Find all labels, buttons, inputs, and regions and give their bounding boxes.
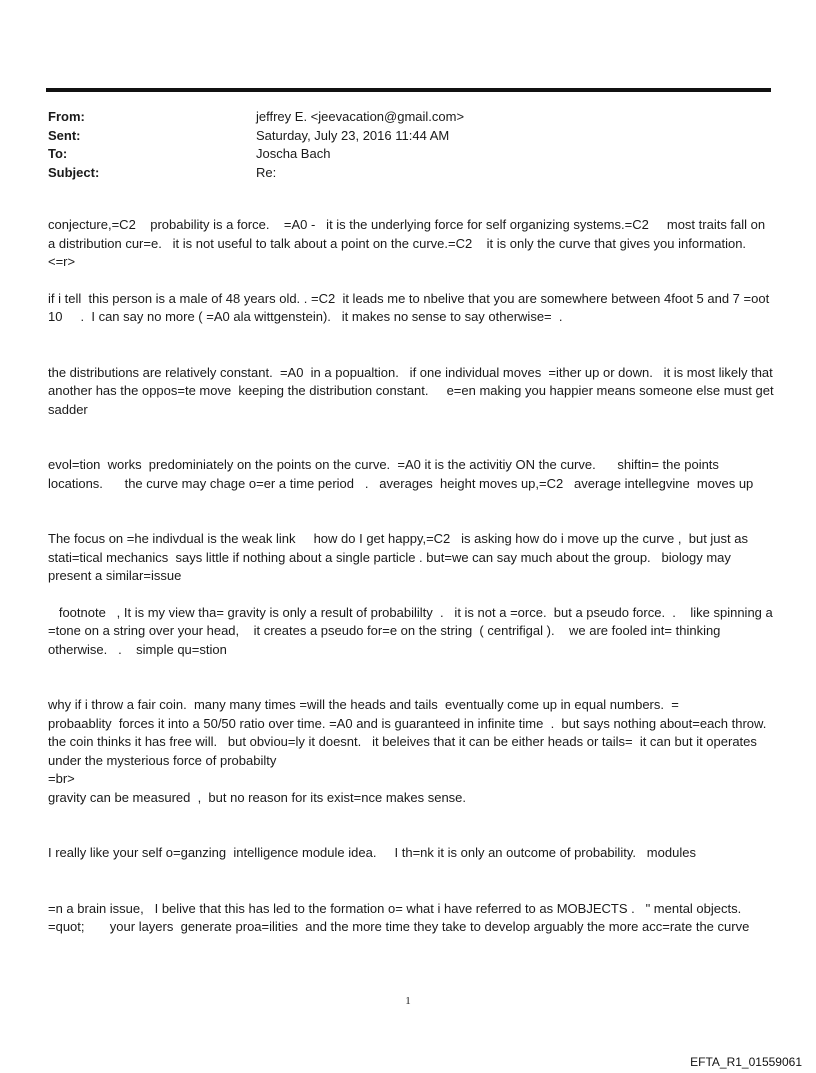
subject-row bbox=[48, 164, 768, 183]
subject-value: Re: bbox=[256, 164, 277, 180]
subject-label: Subject: bbox=[48, 164, 100, 180]
body-paragraph-6: footnote , It is my view tha= gravity is only a result of probabililty . it is not a =orce. but a pseudo force. . like spinning a =tone on a string over your head, it creates a pseudo for=e on the string ( centrifigal ). we are fooled int= thinking otherwise. . simple qu=stion bbox=[48, 604, 777, 657]
sent-value: Saturday, July 23, 2016 11:44 AM bbox=[256, 127, 450, 143]
body-paragraph-1: conjecture,=C2 probability is a force. =A0 - it is the underlying force for self organizing systems.=C2 most traits fall on a distribution cur=e. it is not useful to talk about a point on the curve.=C2 it is only the curve that gives you information. <=r> bbox=[48, 217, 769, 269]
page-number: 1 bbox=[405, 995, 411, 1007]
email-header bbox=[48, 108, 768, 182]
document-id: EFTA_R1_01559061 bbox=[690, 1055, 802, 1069]
to-value: Joscha Bach bbox=[256, 146, 331, 161]
body-paragraph-9: =n a brain issue, I belive that this has led to the formation o= what i have referred to as MOBJECTS . " mental objects. =quot; your layers generate proa=ilities and the more time they take to develop arguably the more acc=rate the curve bbox=[48, 900, 750, 934]
to-label: To: bbox=[48, 146, 68, 161]
email-body bbox=[48, 216, 778, 937]
header-divider bbox=[46, 88, 771, 92]
from-row bbox=[48, 108, 768, 127]
body-paragraph-2: if i tell this person is a male of 48 years old. . =C2 it leads me to nbelive that you are somewhere between 4foot 5 and 7 =oot 10 . I can say no more ( =A0 ala wittgenstein). it makes no sense to say otherwise= . bbox=[48, 290, 773, 324]
body-paragraph-5: The focus on =he indivdual is the weak link how do I get happy,=C2 is asking how do i move up the curve , but just as stati=tical mechanics says little if nothing about a single particle . but=we can say much about the group. biology may present a similar=issue bbox=[48, 531, 752, 583]
sent-row bbox=[48, 127, 768, 146]
to-row bbox=[48, 145, 768, 164]
from-value: jeffrey E. <jeevacation@gmail.com> bbox=[256, 109, 465, 124]
body-paragraph-8: I really like your self o=ganzing intelligence module idea. I th=nk it is only an outcome of probability. modules bbox=[48, 845, 696, 860]
body-paragraph-4: evol=tion works predominiately on the points on the curve. =A0 it is the activitiy ON the curve. shiftin= the points locations. the curve may chage o=er a time period . averages height moves up,=C2 average intellegvine moves up bbox=[48, 457, 754, 491]
sent-label: Sent: bbox=[48, 127, 81, 143]
body-paragraph-3: the distributions are relatively constant. =A0 in a popualtion. if one individual moves =ither up or down. it is most likely that another has the oppos=te move keeping the distribution constant. e=en making you happier means someone else must get sadder bbox=[48, 364, 778, 417]
from-label: From: bbox=[48, 109, 85, 124]
body-paragraph-7: why if i throw a fair coin. many many times =will the heads and tails eventually come up in equal numbers. = probaablity forces it into a 50/50 ratio over time. =A0 and is guaranteed in infinite time . but says nothing about=each throw. the coin thinks it has free will. but obviou=ly it doesnt. it beleives that it can be either heads or tails= it can but it operates under the mysterious force of probabilty =br> gravity can be measured , but no reason for its exist=nce makes sense. bbox=[48, 697, 767, 805]
